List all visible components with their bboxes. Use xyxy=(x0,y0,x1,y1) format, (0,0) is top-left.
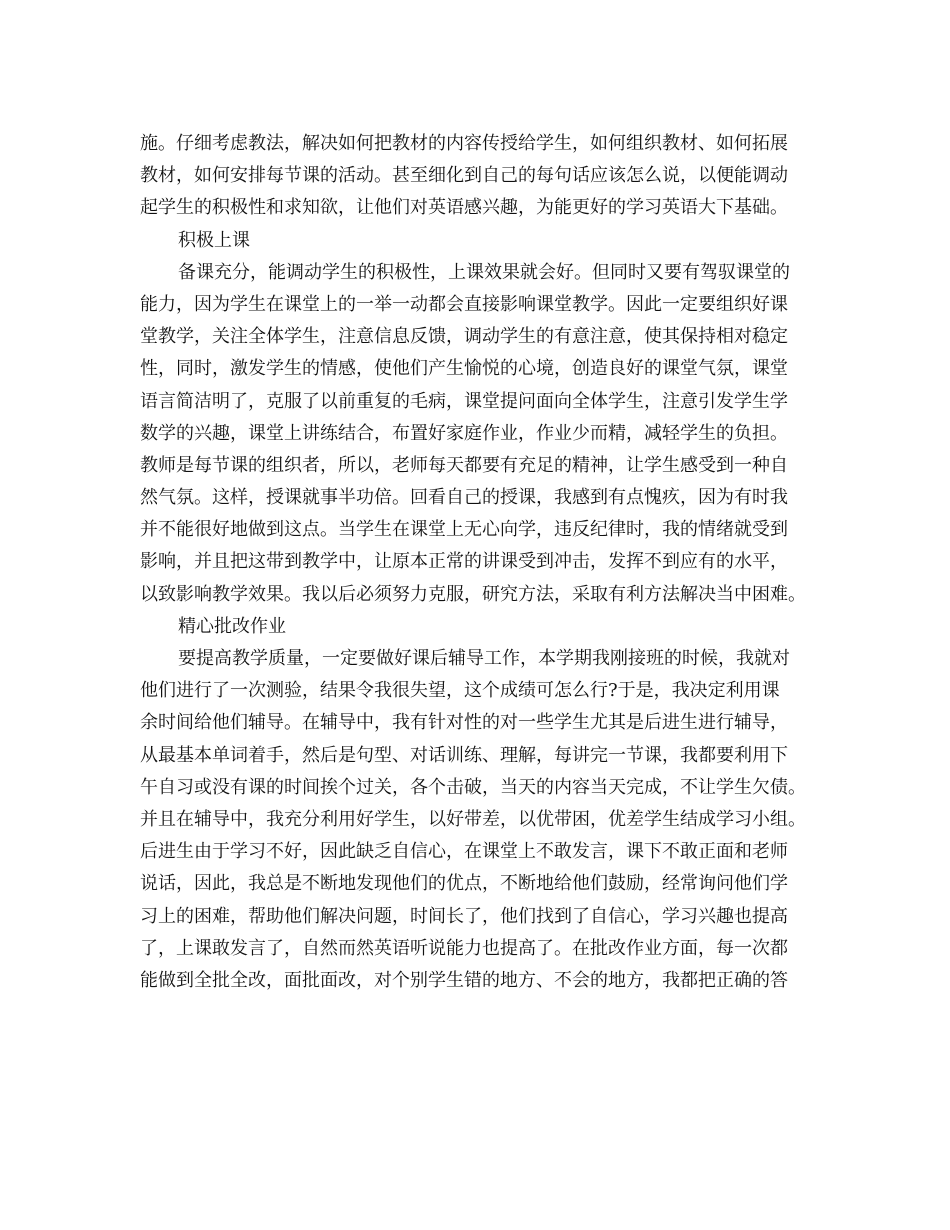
body-line: 了，上课敢发言了，自然而然英语听说能力也提高了。在批改作业方面，每一次都 xyxy=(140,937,788,959)
body-line: 起学生的积极性和求知欲，让他们对英语感兴趣，为能更好的学习英语大下基础。 xyxy=(140,197,788,219)
body-line: 午自习或没有课的时间挨个过关，各个击破，当天的内容当天完成，不让学生欠债。 xyxy=(140,776,806,798)
body-line: 从最基本单词着手，然后是句型、对话训练、理解，每讲完一节课，我都要利用下 xyxy=(140,744,788,766)
body-line: 他们进行了一次测验，结果令我很失望，这个成绩可怎么行?于是，我决定利用课 xyxy=(140,680,780,702)
body-line: 然气氛。这样，授课就事半功倍。回看自己的授课，我感到有点愧疚，因为有时我 xyxy=(140,487,788,509)
body-line: 备课充分，能调动学生的积极性，上课效果就会好。但同时又要有驾驭课堂的 xyxy=(178,261,790,283)
body-line: 堂教学，关注全体学生，注意信息反馈，调动学生的有意注意，使其保持相对稳定 xyxy=(140,326,788,348)
body-line: 能力，因为学生在课堂上的一举一动都会直接影响课堂教学。因此一定要组织好课 xyxy=(140,293,788,315)
body-line: 并不能很好地做到这点。当学生在课堂上无心向学，违反纪律时，我的情绪就受到 xyxy=(140,519,788,541)
body-line: 教师是每节课的组织者，所以，老师每天都要有充足的精神，让学生感受到一种自 xyxy=(140,454,788,476)
body-line: 习上的困难，帮助他们解决问题，时间长了，他们找到了自信心，学习兴趣也提高 xyxy=(140,905,788,927)
body-line: 性，同时，激发学生的情感，使他们产生愉悦的心境，创造良好的课堂气氛，课堂 xyxy=(140,358,788,380)
document-body xyxy=(140,128,830,997)
body-line: 施。仔细考虑教法，解决如何把教材的内容传授给学生，如何组织教材、如何拓展 xyxy=(140,133,788,154)
body-line: 以致影响教学效果。我以后必须努力克服，研究方法，采取有利方法解决当中困难。 xyxy=(140,583,806,605)
body-line: 能做到全批全改，面批面改，对个别学生错的地方、不会的地方，我都把正确的答 xyxy=(140,969,788,991)
body-line: 教材，如何安排每节课的活动。甚至细化到自己的每句话应该怎么说，以便能调动 xyxy=(140,165,788,187)
body-line: 余时间给他们辅导。在辅导中，我有针对性的对一些学生尤其是后进生进行辅导， xyxy=(140,712,788,734)
section-heading: 精心批改作业 xyxy=(178,615,286,637)
body-line: 语言简洁明了，克服了以前重复的毛病，课堂提问面向全体学生，注意引发学生学 xyxy=(140,390,788,412)
body-line: 数学的兴趣，课堂上讲练结合，布置好家庭作业，作业少而精，减轻学生的负担。 xyxy=(140,422,788,444)
body-line: 后进生由于学习不好，因此缺乏自信心，在课堂上不敢发言，课下不敢正面和老师 xyxy=(140,841,788,863)
section-heading: 积极上课 xyxy=(178,229,250,251)
body-line: 并且在辅导中，我充分利用好学生，以好带差，以优带困，优差学生结成学习小组。 xyxy=(140,808,806,830)
body-line: 要提高教学质量，一定要做好课后辅导工作，本学期我刚接班的时候，我就对 xyxy=(178,648,790,669)
body-line: 说话，因此，我总是不断地发现他们的优点，不断地给他们鼓励，经常询问他们学 xyxy=(140,873,788,895)
body-line: 影响，并且把这带到教学中，让原本正常的讲课受到冲击，发挥不到应有的水平， xyxy=(140,551,788,573)
